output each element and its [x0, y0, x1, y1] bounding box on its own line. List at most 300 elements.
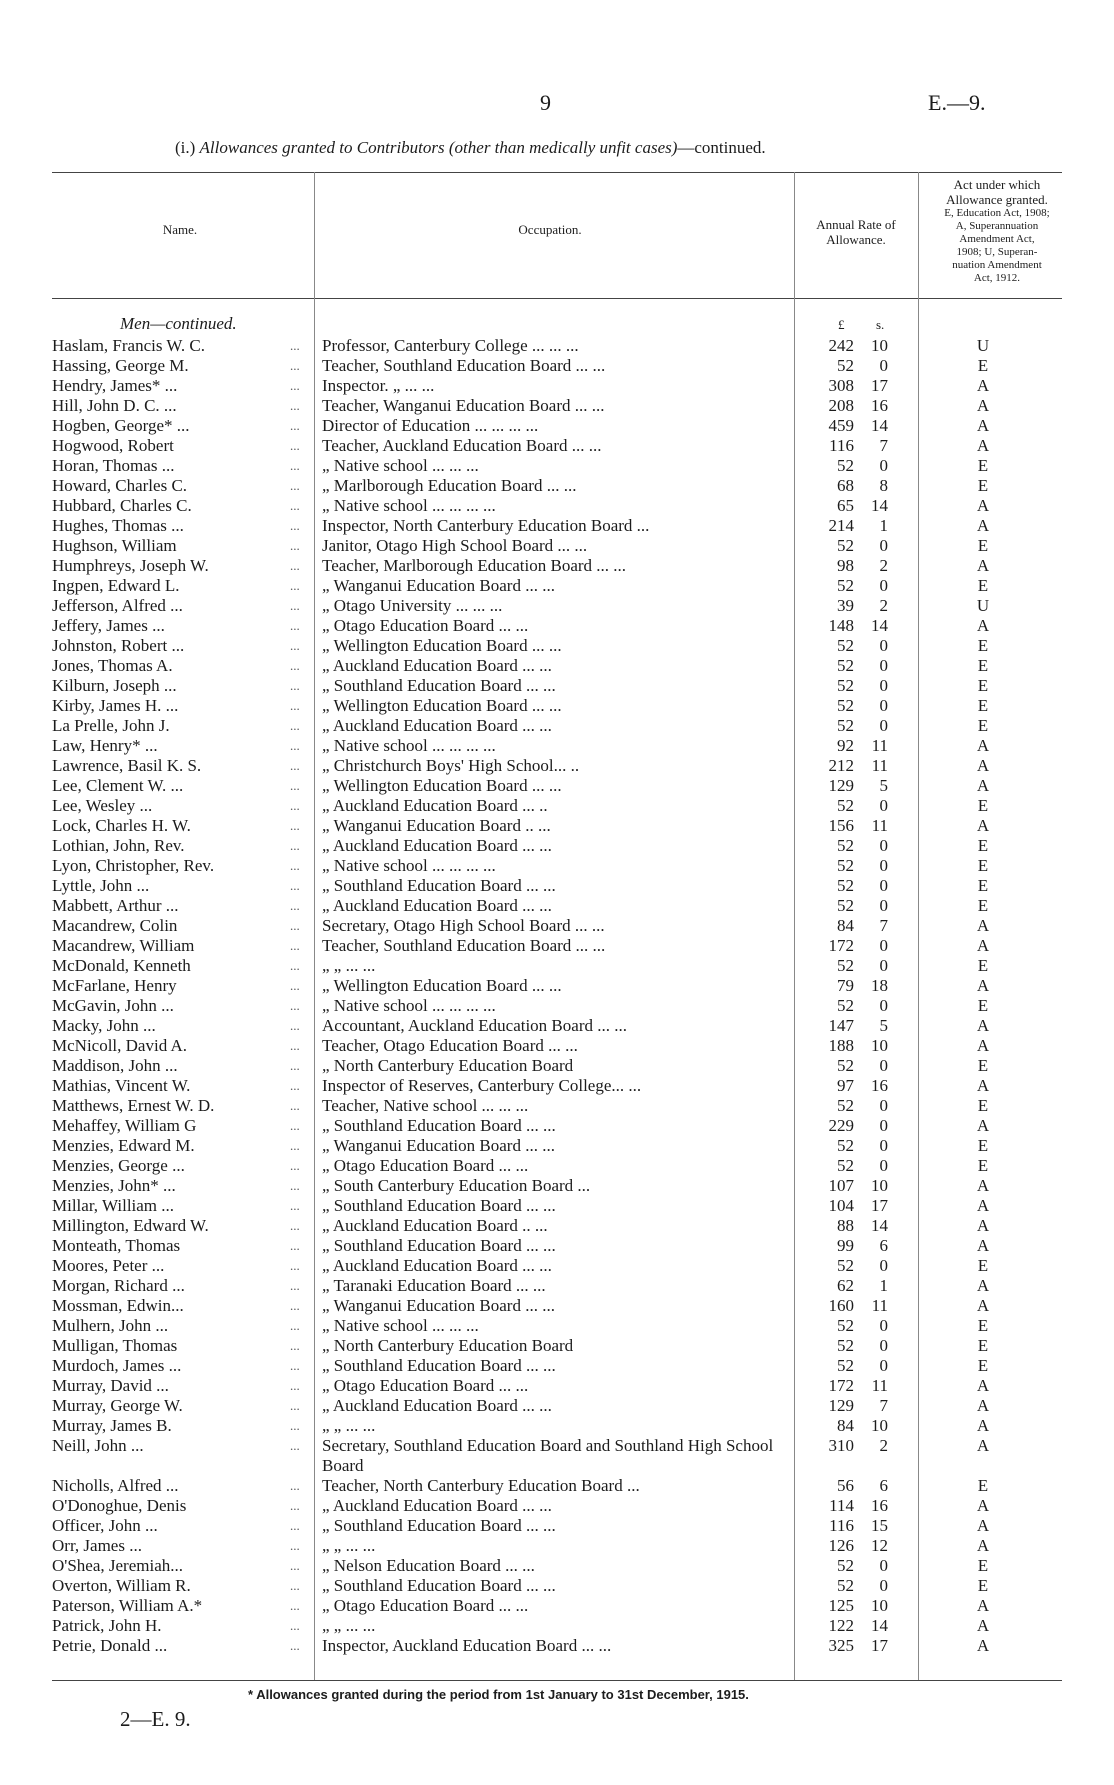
act-code: A: [976, 1296, 990, 1315]
act-code: A: [976, 1076, 990, 1095]
rate-pounds: 52: [837, 1056, 854, 1075]
rate-shillings: 11: [871, 1296, 888, 1315]
table-row: [0, 816, 1114, 836]
contributor-name: Ingpen, Edward L.: [52, 576, 180, 595]
table-row: [0, 1436, 1114, 1476]
contributor-name: Mulligan, Thomas: [52, 1336, 178, 1355]
leader-dots: ...: [290, 678, 300, 693]
act-code: U: [976, 596, 990, 615]
rate-shillings: 11: [871, 816, 888, 835]
act-code: A: [976, 1016, 990, 1035]
contributor-name: Hassing, George M.: [52, 356, 189, 375]
leader-dots: ...: [290, 718, 300, 733]
occupation: Professor, Canterbury College ... ... ...: [322, 336, 579, 355]
leader-dots: ...: [290, 1038, 300, 1053]
act-code: A: [976, 376, 990, 395]
table-row: [0, 716, 1114, 736]
leader-dots: ...: [290, 578, 300, 593]
rate-pounds: 52: [837, 956, 854, 975]
rate-shillings: 0: [879, 1356, 888, 1375]
rate-pounds: 52: [837, 1096, 854, 1115]
act-code: A: [976, 936, 990, 955]
occupation: „ „ ... ...: [322, 1536, 376, 1555]
occupation: „ Marlborough Education Board ... ...: [322, 476, 577, 495]
rate-shillings: 1: [879, 1276, 888, 1295]
leader-dots: ...: [290, 698, 300, 713]
occupation: „ Otago Education Board ... ...: [322, 616, 529, 635]
rate-pounds: 65: [837, 496, 854, 515]
leader-dots: ...: [290, 1238, 300, 1253]
table-row: [0, 1136, 1114, 1156]
contributor-name: Macky, John ...: [52, 1016, 156, 1035]
contributor-name: Hogben, George* ...: [52, 416, 190, 435]
rate-shillings: 6: [879, 1476, 888, 1495]
leader-dots: ...: [290, 478, 300, 493]
rate-pounds: 52: [837, 456, 854, 475]
occupation: „ North Canterbury Education Board: [322, 1056, 574, 1075]
contributor-name: Lyon, Christopher, Rev.: [52, 856, 215, 875]
contributor-name: Menzies, George ...: [52, 1156, 185, 1175]
pound-unit: £: [838, 317, 845, 332]
occupation: „ Taranaki Education Board ... ...: [322, 1276, 546, 1295]
leader-dots: ...: [290, 738, 300, 753]
act-code: E: [977, 956, 989, 975]
table-bottom-rule: [52, 1680, 1062, 1681]
occupation: Teacher, Auckland Education Board ... ...: [322, 436, 602, 455]
rate-pounds: 52: [837, 656, 854, 675]
act-code: E: [977, 1336, 989, 1355]
table-row: [0, 1236, 1114, 1256]
occupation: „ Native school ... ... ...: [322, 1316, 479, 1335]
leader-dots: ...: [290, 818, 300, 833]
occupation: „ Otago Education Board ... ...: [322, 1376, 529, 1395]
leader-dots: ...: [290, 1258, 300, 1273]
occupation: „ Native school ... ... ... ...: [322, 856, 496, 875]
leader-dots: ...: [290, 1138, 300, 1153]
occupation: Janitor, Otago High School Board ... ...: [322, 536, 588, 555]
leader-dots: ...: [290, 938, 300, 953]
contributor-name: Officer, John ...: [52, 1516, 158, 1535]
table-row: [0, 1156, 1114, 1176]
rate-pounds: 129: [828, 776, 854, 795]
occupation: „ Southland Education Board ... ...: [322, 676, 556, 695]
contributor-name: Nicholls, Alfred ...: [52, 1476, 179, 1495]
table-row: [0, 796, 1114, 816]
table-row: [0, 1076, 1114, 1096]
leader-dots: ...: [290, 1318, 300, 1333]
occupation: „ North Canterbury Education Board: [322, 1336, 574, 1355]
table-row: [0, 596, 1114, 616]
contributor-name: Neill, John ...: [52, 1436, 144, 1455]
act-code: A: [976, 756, 990, 775]
table-row: [0, 1476, 1114, 1496]
occupation: „ Native school ... ... ... ...: [322, 996, 496, 1015]
leader-dots: ...: [290, 1398, 300, 1413]
contributor-name: Kirby, James H. ...: [52, 696, 179, 715]
rate-shillings: 14: [871, 416, 888, 435]
leader-dots: ...: [290, 338, 300, 353]
occupation: „ Wanganui Education Board .. ...: [322, 816, 551, 835]
table-row: [0, 676, 1114, 696]
rate-pounds: 56: [837, 1476, 854, 1495]
table-row: [0, 1096, 1114, 1116]
rate-pounds: 242: [828, 336, 854, 355]
rate-pounds: 92: [837, 736, 854, 755]
rate-pounds: 52: [837, 1316, 854, 1335]
rate-shillings: 18: [871, 976, 888, 995]
rate-pounds: 52: [837, 716, 854, 735]
header-act-line2: Allowance granted.: [946, 192, 1048, 207]
table-row: [0, 1356, 1114, 1376]
act-code: A: [976, 416, 990, 435]
act-code: A: [976, 1616, 990, 1635]
occupation: Accountant, Auckland Education Board ... ...: [322, 1016, 627, 1035]
leader-dots: ...: [290, 1198, 300, 1213]
occupation: „ Otago Education Board ... ...: [322, 1156, 529, 1175]
rate-shillings: 0: [879, 356, 888, 375]
leader-dots: ...: [290, 1638, 300, 1653]
rate-shillings: 0: [879, 576, 888, 595]
rate-pounds: 148: [828, 616, 854, 635]
occupation: „ „ ... ...: [322, 956, 376, 975]
act-code: A: [976, 1636, 990, 1655]
contributor-name: Overton, William R.: [52, 1576, 191, 1595]
act-code: A: [976, 1036, 990, 1055]
rate-shillings: 0: [879, 1336, 888, 1355]
rate-pounds: 97: [837, 1076, 854, 1095]
table-row: [0, 1596, 1114, 1616]
rate-pounds: 98: [837, 556, 854, 575]
contributor-name: La Prelle, John J.: [52, 716, 170, 735]
contributor-name: Murray, David ...: [52, 1376, 169, 1395]
occupation: „ Auckland Education Board ... ...: [322, 896, 552, 915]
occupation: Secretary, Otago High School Board ... ...: [322, 916, 605, 935]
contributor-name: Kilburn, Joseph ...: [52, 676, 177, 695]
rate-pounds: 52: [837, 576, 854, 595]
rate-pounds: 52: [837, 856, 854, 875]
occupation: Director of Education ... ... ... ...: [322, 416, 539, 435]
table-row: [0, 936, 1114, 956]
act-code: E: [977, 1476, 989, 1495]
contributor-name: Macandrew, Colin: [52, 916, 178, 935]
page-code: 2—E. 9.: [120, 1707, 191, 1731]
table-row: [0, 376, 1114, 396]
rate-pounds: 52: [837, 1356, 854, 1375]
rate-pounds: 52: [837, 1256, 854, 1275]
table-row: [0, 856, 1114, 876]
contributor-name: Macandrew, William: [52, 936, 195, 955]
occupation: „ Wellington Education Board ... ...: [322, 696, 562, 715]
rate-pounds: 122: [828, 1616, 854, 1635]
leader-dots: ...: [290, 1518, 300, 1533]
rate-pounds: 52: [837, 1156, 854, 1175]
table-row: [0, 1516, 1114, 1536]
rate-shillings: 16: [871, 1496, 888, 1515]
shilling-unit: s.: [876, 317, 885, 332]
occupation: „ Auckland Education Board ... ...: [322, 836, 552, 855]
rate-pounds: 172: [828, 1376, 854, 1395]
rate-pounds: 156: [828, 816, 854, 835]
rate-shillings: 14: [871, 496, 888, 515]
leader-dots: ...: [290, 1418, 300, 1433]
footnote: * Allowances granted during the period from 1st January to 31st December, 1915.: [248, 1687, 749, 1702]
occupation: Teacher, Native school ... ... ...: [322, 1096, 529, 1115]
act-code: A: [976, 1116, 990, 1135]
occupation: „ Native school ... ... ... ...: [322, 736, 496, 755]
contributor-name: Howard, Charles C.: [52, 476, 188, 495]
occupation: „ Auckland Education Board ... ..: [322, 796, 548, 815]
title-italic: Allowances granted to Contributors (other than medically unfit cases): [199, 138, 678, 157]
leader-dots: ...: [290, 1298, 300, 1313]
rate-shillings: 8: [879, 476, 888, 495]
contributor-name: Menzies, Edward M.: [52, 1136, 195, 1155]
act-code: E: [977, 1136, 989, 1155]
rate-pounds: 188: [828, 1036, 854, 1055]
contributor-name: Matthews, Ernest W. D.: [52, 1096, 215, 1115]
leader-dots: ...: [290, 1338, 300, 1353]
occupation: „ Otago University ... ... ...: [322, 596, 503, 615]
act-code: E: [977, 636, 989, 655]
act-code: A: [976, 396, 990, 415]
rate-pounds: 459: [828, 416, 854, 435]
act-code: A: [976, 436, 990, 455]
occupation: „ Christchurch Boys' High School... ..: [322, 756, 580, 775]
title-prefix: (i.): [175, 138, 200, 157]
rate-shillings: 0: [879, 696, 888, 715]
table-row: [0, 756, 1114, 776]
contributor-name: Lee, Clement W. ...: [52, 776, 184, 795]
rate-pounds: 52: [837, 356, 854, 375]
contributor-name: Paterson, William A.*: [52, 1596, 203, 1615]
occupation: „ Auckland Education Board ... ...: [322, 716, 552, 735]
rate-shillings: 0: [879, 656, 888, 675]
occupation: „ Southland Education Board ... ...: [322, 1516, 556, 1535]
header-rate-line1: Annual Rate of: [816, 217, 896, 232]
rate-pounds: 84: [837, 1416, 854, 1435]
rate-shillings: 17: [871, 1196, 888, 1215]
rate-pounds: 208: [828, 396, 854, 415]
contributor-name: Orr, James ...: [52, 1536, 142, 1555]
header-occupation: Occupation.: [518, 222, 582, 237]
act-code: A: [976, 1196, 990, 1215]
table-row: [0, 896, 1114, 916]
rate-shillings: 0: [879, 896, 888, 915]
rate-pounds: 52: [837, 696, 854, 715]
rate-pounds: 129: [828, 1396, 854, 1415]
leader-dots: ...: [290, 878, 300, 893]
table-row: [0, 1316, 1114, 1336]
leader-dots: ...: [290, 778, 300, 793]
rate-shillings: 10: [871, 1036, 888, 1055]
table-row: [0, 456, 1114, 476]
rate-pounds: 52: [837, 996, 854, 1015]
contributor-name: Haslam, Francis W. C.: [52, 336, 205, 355]
contributor-name: McDonald, Kenneth: [52, 956, 191, 975]
leader-dots: ...: [290, 1558, 300, 1573]
occupation: „ Native school ... ... ...: [322, 456, 479, 475]
act-code: A: [976, 816, 990, 835]
occupation: Inspector of Reserves, Canterbury College... ...: [322, 1076, 642, 1095]
table-row: [0, 1636, 1114, 1656]
leader-dots: ...: [290, 1358, 300, 1373]
header-rate-line2: Allowance.: [826, 232, 886, 247]
act-code: E: [977, 1316, 989, 1335]
rate-pounds: 308: [828, 376, 854, 395]
act-code: E: [977, 1576, 989, 1595]
contributor-name: McGavin, John ...: [52, 996, 174, 1015]
leader-dots: ...: [290, 958, 300, 973]
occupation: „ Nelson Education Board ... ...: [322, 1556, 535, 1575]
rate-shillings: 10: [871, 336, 888, 355]
rate-shillings: 11: [871, 756, 888, 775]
leader-dots: ...: [290, 858, 300, 873]
rate-shillings: 0: [879, 1556, 888, 1575]
table-row: [0, 836, 1114, 856]
occupation: „ Southland Education Board ... ...: [322, 1356, 556, 1375]
page-number: 9: [540, 90, 551, 115]
contributor-name: O'Shea, Jeremiah...: [52, 1556, 183, 1575]
occupation: „ Native school ... ... ... ...: [322, 496, 496, 515]
header-act-line8: Act, 1912.: [973, 272, 1021, 284]
contributor-name: Morgan, Richard ...: [52, 1276, 185, 1295]
header-bottom-rule: [52, 298, 1062, 299]
rate-shillings: 0: [879, 536, 888, 555]
leader-dots: ...: [290, 998, 300, 1013]
rate-pounds: 52: [837, 636, 854, 655]
header-act-line6: 1908; U, Superan-: [956, 246, 1038, 258]
leader-dots: ...: [290, 1218, 300, 1233]
occupation: Secretary, Southland Education Board and Southland High School Board: [322, 1436, 774, 1475]
rate-shillings: 11: [871, 736, 888, 755]
rate-shillings: 7: [879, 1396, 888, 1415]
contributor-name: O'Donoghue, Denis: [52, 1496, 187, 1515]
act-code: A: [976, 556, 990, 575]
act-code: E: [977, 1056, 989, 1075]
occupation: „ Southland Education Board ... ...: [322, 1576, 556, 1595]
rate-pounds: 126: [828, 1536, 854, 1555]
rate-pounds: 62: [837, 1276, 854, 1295]
act-code: A: [976, 516, 990, 535]
table-row: [0, 1016, 1114, 1036]
rate-shillings: 14: [871, 1616, 888, 1635]
rate-pounds: 229: [828, 1116, 854, 1135]
act-code: E: [977, 536, 989, 555]
act-code: A: [976, 916, 990, 935]
act-code: A: [976, 616, 990, 635]
table-row: [0, 1416, 1114, 1436]
contributor-name: Jefferson, Alfred ...: [52, 596, 183, 615]
table-row: [0, 496, 1114, 516]
rate-pounds: 172: [828, 936, 854, 955]
table-row: [0, 656, 1114, 676]
contributor-name: Mathias, Vincent W.: [52, 1076, 191, 1095]
leader-dots: ...: [290, 1478, 300, 1493]
rate-pounds: 325: [828, 1636, 854, 1655]
rate-shillings: 2: [879, 556, 888, 575]
act-code: A: [976, 776, 990, 795]
act-code: E: [977, 996, 989, 1015]
rate-pounds: 52: [837, 1576, 854, 1595]
table-row: [0, 396, 1114, 416]
contributor-name: Petrie, Donald ...: [52, 1636, 168, 1655]
leader-dots: ...: [290, 838, 300, 853]
occupation: „ „ ... ...: [322, 1616, 376, 1635]
act-code: E: [977, 356, 989, 375]
leader-dots: ...: [290, 758, 300, 773]
occupation: Teacher, Southland Education Board ... ...: [322, 356, 606, 375]
rate-shillings: 16: [871, 1076, 888, 1095]
contributor-name: Murray, James B.: [52, 1416, 172, 1435]
rate-pounds: 52: [837, 1556, 854, 1575]
rate-shillings: 7: [879, 916, 888, 935]
table-row: [0, 1056, 1114, 1076]
rate-pounds: 52: [837, 876, 854, 895]
act-code: A: [976, 1396, 990, 1415]
rate-pounds: 214: [828, 516, 854, 535]
rate-pounds: 52: [837, 1336, 854, 1355]
rate-shillings: 0: [879, 956, 888, 975]
rate-shillings: 0: [879, 856, 888, 875]
leader-dots: ...: [290, 1058, 300, 1073]
occupation: Teacher, Marlborough Education Board ... ...: [322, 556, 627, 575]
leader-dots: ...: [290, 518, 300, 533]
contributor-name: Mossman, Edwin...: [52, 1296, 184, 1315]
rate-shillings: 0: [879, 456, 888, 475]
contributor-name: Lothian, John, Rev.: [52, 836, 185, 855]
table-row: [0, 336, 1114, 356]
allowance-rows: [0, 336, 1114, 1656]
rate-shillings: 0: [879, 936, 888, 955]
contributor-name: Jones, Thomas A.: [52, 656, 173, 675]
table-row: [0, 1276, 1114, 1296]
act-code: A: [976, 736, 990, 755]
rate-pounds: 99: [837, 1236, 854, 1255]
document-code: E.—9.: [928, 90, 986, 115]
rate-pounds: 52: [837, 536, 854, 555]
rate-pounds: 114: [829, 1496, 854, 1515]
occupation: „ Otago Education Board ... ...: [322, 1596, 529, 1615]
table-row: [0, 1616, 1114, 1636]
table-row: [0, 1116, 1114, 1136]
section-label: Men—continued.: [120, 314, 237, 333]
rate-shillings: 5: [879, 776, 888, 795]
rate-shillings: 10: [871, 1596, 888, 1615]
leader-dots: ...: [290, 1158, 300, 1173]
leader-dots: ...: [290, 538, 300, 553]
occupation: „ Wellington Education Board ... ...: [322, 976, 562, 995]
rate-shillings: 0: [879, 636, 888, 655]
act-code: A: [976, 1416, 990, 1435]
rate-shillings: 2: [879, 1436, 888, 1455]
header-name: Name.: [162, 222, 198, 237]
header-act-line7: nuation Amendment: [952, 259, 1042, 271]
rate-shillings: 16: [871, 396, 888, 415]
leader-dots: ...: [290, 1278, 300, 1293]
table-row: [0, 636, 1114, 656]
header-act-line4: A, Superannuation: [955, 220, 1039, 232]
contributor-name: McNicoll, David A.: [52, 1036, 188, 1055]
occupation: „ Wanganui Education Board ... ...: [322, 576, 555, 595]
rate-pounds: 116: [829, 1516, 854, 1535]
contributor-name: Hughes, Thomas ...: [52, 516, 184, 535]
rate-pounds: 79: [837, 976, 854, 995]
leader-dots: ...: [290, 418, 300, 433]
header-act: [922, 177, 1072, 285]
leader-dots: ...: [290, 558, 300, 573]
header-act-line3: E, Education Act, 1908;: [944, 207, 1050, 219]
header-rate: [796, 217, 916, 247]
act-code: E: [977, 476, 989, 495]
